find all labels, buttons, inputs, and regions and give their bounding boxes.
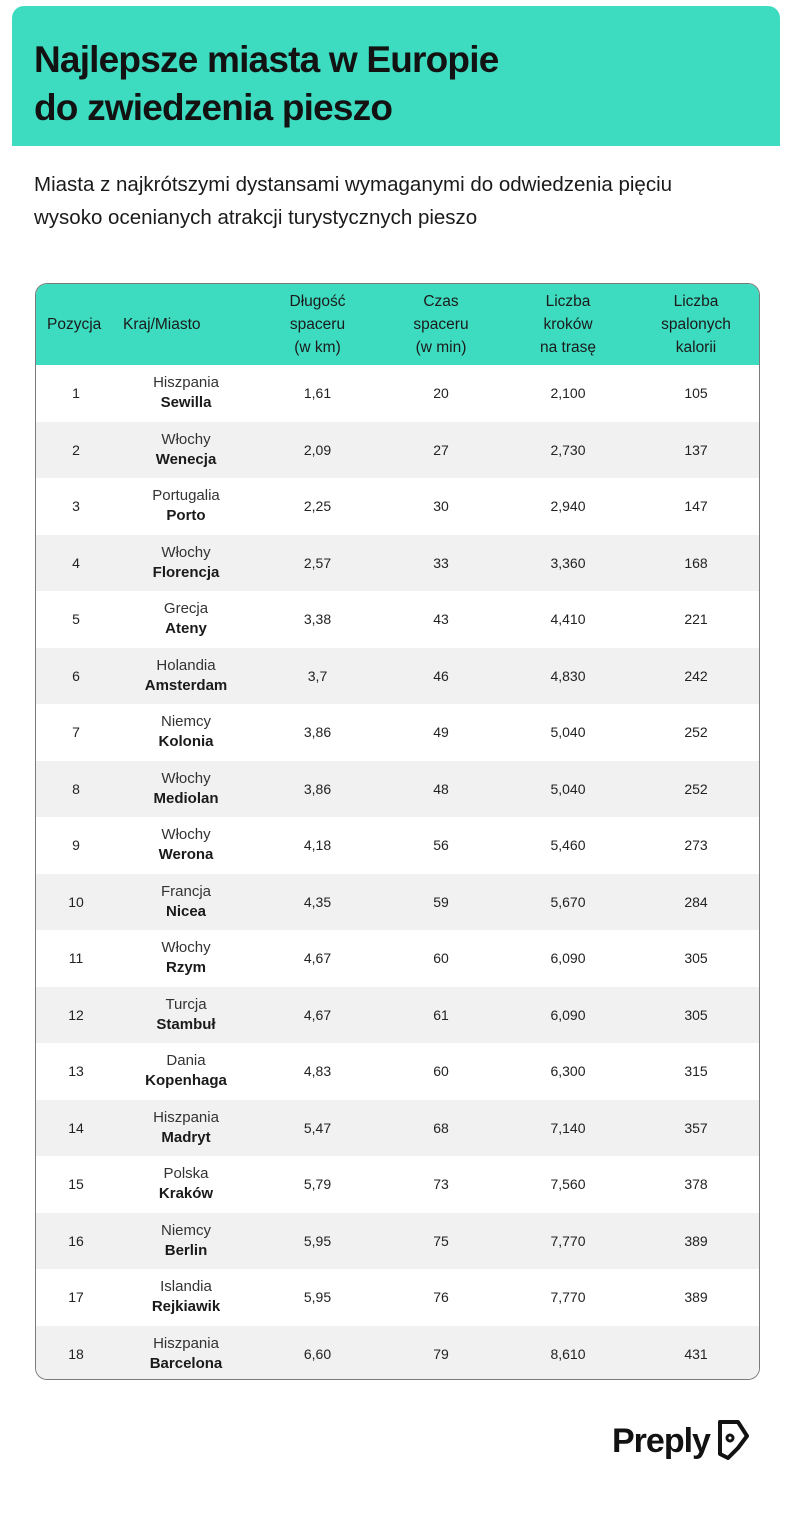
time-cell: 60 (433, 950, 449, 967)
city-name: Sewilla (160, 394, 212, 412)
table-row (36, 761, 759, 818)
ranking-table-container (35, 283, 760, 1380)
time-cell: 49 (433, 724, 449, 741)
country-name: Hiszpania (153, 1334, 219, 1352)
column-header-line: kalorii (675, 339, 717, 356)
country-name: Włochy (161, 430, 211, 448)
column-header-calories (633, 284, 759, 365)
steps-cell: 8,610 (550, 1345, 586, 1362)
steps-cell: 2,730 (550, 441, 586, 458)
steps-cell: 7,770 (550, 1232, 586, 1249)
time-cell: 73 (433, 1176, 449, 1193)
country-city-cell (116, 874, 256, 931)
steps-cell: 5,670 (550, 893, 586, 910)
country-name: Islandia (160, 1278, 212, 1296)
steps-cell: 7,770 (550, 1289, 586, 1306)
time-cell: 30 (433, 498, 449, 515)
calories-cell: 137 (684, 441, 708, 458)
time-cell: 75 (433, 1232, 449, 1249)
rank-cell: 14 (68, 1119, 84, 1136)
table-row (36, 930, 759, 987)
steps-cell: 6,090 (550, 1006, 586, 1023)
calories-cell: 315 (684, 1063, 708, 1080)
rank-cell: 9 (72, 837, 80, 854)
column-header-time (379, 284, 503, 365)
country-city-cell (116, 1043, 256, 1100)
calories-cell: 284 (684, 893, 708, 910)
table-row (36, 365, 759, 422)
time-cell: 61 (433, 1006, 449, 1023)
country-city-cell (116, 1213, 256, 1270)
column-header-line: Czas (423, 293, 459, 310)
time-cell: 46 (433, 667, 449, 684)
city-name: Wenecja (155, 450, 217, 468)
calories-cell: 305 (684, 1006, 708, 1023)
preply-logo (612, 1418, 750, 1464)
time-cell: 33 (433, 554, 449, 571)
column-header-line: Liczba (545, 293, 591, 310)
calories-cell: 252 (684, 724, 708, 741)
table-row (36, 648, 759, 705)
rank-cell: 7 (72, 724, 80, 741)
column-header-country-city (116, 284, 256, 365)
steps-cell: 6,300 (550, 1063, 586, 1080)
column-header-distance (256, 284, 379, 365)
city-name: Werona (158, 846, 214, 864)
country-city-cell (116, 704, 256, 761)
table-row (36, 1156, 759, 1213)
column-header-line: Kraj/Miasto (123, 316, 201, 333)
calories-cell: 105 (684, 385, 708, 402)
column-header-line: na trasę (539, 339, 596, 356)
page-subtitle (34, 168, 774, 234)
steps-cell: 5,460 (550, 837, 586, 854)
subtitle-line-1: Miasta z najkrótszymi dystansami wymaganymi do odwiedzenia pięciu (34, 173, 673, 196)
distance-cell: 6,60 (303, 1345, 332, 1362)
distance-cell: 3,38 (303, 611, 332, 628)
column-header-line: Długość (289, 293, 346, 310)
column-header-line: Pozycja (47, 316, 102, 333)
rank-cell: 10 (68, 893, 84, 910)
country-city-cell (116, 817, 256, 874)
rank-cell: 2 (72, 441, 80, 458)
table-row (36, 1100, 759, 1157)
country-name: Turcja (165, 995, 207, 1013)
country-city-cell (116, 930, 256, 987)
rank-cell: 3 (72, 498, 80, 515)
time-cell: 76 (433, 1289, 449, 1306)
column-header-line: kroków (543, 316, 593, 333)
country-city-cell (116, 1100, 256, 1157)
city-name: Kopenhaga (145, 1072, 227, 1090)
table-row (36, 422, 759, 479)
steps-cell: 7,560 (550, 1176, 586, 1193)
city-name: Kolonia (158, 733, 214, 751)
country-name: Polska (163, 1165, 209, 1183)
rank-cell: 11 (68, 950, 84, 967)
column-header-line: Liczba (673, 293, 719, 310)
time-cell: 27 (433, 441, 449, 458)
city-name: Nicea (165, 902, 207, 920)
distance-cell: 3,86 (303, 780, 332, 797)
rank-cell: 4 (72, 554, 80, 571)
subtitle-line-2: wysoko ocenianych atrakcji turystycznych pieszo (34, 206, 478, 229)
steps-cell: 7,140 (550, 1119, 586, 1136)
distance-cell: 5,95 (303, 1232, 332, 1249)
country-name: Włochy (161, 939, 211, 957)
table-row (36, 874, 759, 931)
steps-cell: 3,360 (550, 554, 586, 571)
country-city-cell (116, 422, 256, 479)
country-name: Włochy (161, 543, 211, 561)
city-name: Stambuł (156, 1015, 216, 1033)
title-line-1: Najlepsze miasta w Europie (34, 39, 499, 80)
calories-cell: 431 (684, 1345, 708, 1362)
time-cell: 59 (433, 893, 449, 910)
table-row (36, 704, 759, 761)
page-title (34, 36, 498, 132)
distance-cell: 4,83 (303, 1063, 332, 1080)
steps-cell: 2,100 (550, 385, 586, 402)
table-row (36, 1269, 759, 1326)
country-city-cell (116, 365, 256, 422)
time-cell: 68 (433, 1119, 449, 1136)
steps-cell: 2,940 (550, 498, 586, 515)
country-name: Hiszpania (153, 1108, 219, 1126)
country-name: Niemcy (160, 1221, 211, 1239)
distance-cell: 2,57 (303, 554, 332, 571)
calories-cell: 168 (684, 554, 708, 571)
rank-cell: 5 (72, 611, 80, 628)
distance-cell: 2,09 (303, 441, 332, 458)
table-row (36, 1213, 759, 1270)
country-city-cell (116, 1269, 256, 1326)
ranking-table (36, 284, 759, 1380)
rank-cell: 18 (68, 1345, 84, 1362)
country-city-cell (116, 535, 256, 592)
calories-cell: 389 (684, 1232, 708, 1249)
country-city-cell (116, 478, 256, 535)
column-header-line: spaceru (413, 316, 469, 333)
city-name: Barcelona (149, 1354, 223, 1372)
time-cell: 48 (433, 780, 449, 797)
country-name: Włochy (161, 826, 211, 844)
rank-cell: 1 (72, 385, 80, 402)
calories-cell: 357 (684, 1119, 708, 1136)
country-name: Holandia (156, 656, 216, 674)
distance-cell: 3,7 (307, 667, 328, 684)
column-header-line: (w min) (415, 339, 467, 356)
city-name: Rejkiawik (151, 1298, 221, 1316)
calories-cell: 252 (684, 780, 708, 797)
city-name: Mediolan (153, 789, 219, 807)
calories-cell: 273 (684, 837, 708, 854)
logo-text: Preply (612, 1421, 710, 1460)
rank-cell: 16 (68, 1232, 84, 1249)
city-name: Madryt (161, 1128, 211, 1146)
table-row (36, 535, 759, 592)
country-city-cell (116, 648, 256, 705)
city-name: Ateny (165, 620, 207, 638)
city-name: Florencja (152, 563, 220, 581)
table-body (36, 365, 759, 1380)
table-row (36, 817, 759, 874)
distance-cell: 1,61 (303, 385, 332, 402)
header-banner (12, 6, 780, 146)
table-row (36, 1326, 759, 1381)
column-header-rank (36, 284, 116, 365)
column-header-steps (503, 284, 633, 365)
rank-cell: 15 (68, 1176, 84, 1193)
rank-cell: 13 (68, 1063, 84, 1080)
city-name: Kraków (158, 1185, 214, 1203)
distance-cell: 5,79 (303, 1176, 332, 1193)
country-city-cell (116, 591, 256, 648)
distance-cell: 5,95 (303, 1289, 332, 1306)
distance-cell: 2,25 (303, 498, 332, 515)
calories-cell: 305 (684, 950, 708, 967)
distance-cell: 4,35 (303, 893, 332, 910)
table-header-row (36, 284, 759, 365)
rank-cell: 6 (72, 667, 80, 684)
steps-cell: 5,040 (550, 780, 586, 797)
calories-cell: 221 (684, 611, 708, 628)
column-header-line: spaceru (289, 316, 346, 333)
distance-cell: 4,67 (303, 1006, 332, 1023)
rank-cell: 8 (72, 780, 80, 797)
country-name: Hiszpania (153, 374, 219, 392)
distance-cell: 4,18 (303, 837, 332, 854)
distance-cell: 5,47 (303, 1119, 332, 1136)
column-header-line: (w km) (294, 339, 341, 356)
country-name: Dania (166, 1052, 206, 1070)
country-city-cell (116, 1156, 256, 1213)
table-row (36, 1043, 759, 1100)
country-name: Włochy (161, 769, 211, 787)
rank-cell: 12 (68, 1006, 84, 1023)
calories-cell: 389 (684, 1289, 708, 1306)
time-cell: 60 (433, 1063, 449, 1080)
city-name: Berlin (164, 1241, 208, 1259)
country-name: Portugalia (152, 487, 220, 505)
country-name: Francja (160, 882, 212, 900)
steps-cell: 4,830 (550, 667, 586, 684)
table-row (36, 478, 759, 535)
table-row (36, 987, 759, 1044)
calories-cell: 378 (684, 1176, 708, 1193)
calories-cell: 242 (684, 667, 708, 684)
country-name: Grecja (163, 600, 209, 618)
time-cell: 43 (433, 611, 449, 628)
time-cell: 20 (433, 385, 449, 402)
column-header-line: spalonych (661, 316, 731, 333)
steps-cell: 6,090 (550, 950, 586, 967)
table-row (36, 591, 759, 648)
time-cell: 79 (433, 1345, 449, 1362)
rank-cell: 17 (68, 1289, 84, 1306)
city-name: Rzym (165, 959, 206, 977)
preply-heart-icon (716, 1418, 750, 1465)
steps-cell: 4,410 (550, 611, 586, 628)
calories-cell: 147 (684, 498, 708, 515)
steps-cell: 5,040 (550, 724, 586, 741)
city-name: Amsterdam (144, 676, 228, 694)
time-cell: 56 (433, 837, 449, 854)
city-name: Porto (166, 507, 206, 525)
country-name: Niemcy (160, 713, 211, 731)
country-city-cell (116, 987, 256, 1044)
country-city-cell (116, 761, 256, 818)
distance-cell: 4,67 (303, 950, 332, 967)
country-city-cell (116, 1326, 256, 1381)
distance-cell: 3,86 (303, 724, 332, 741)
title-line-2: do zwiedzenia pieszo (34, 87, 393, 128)
